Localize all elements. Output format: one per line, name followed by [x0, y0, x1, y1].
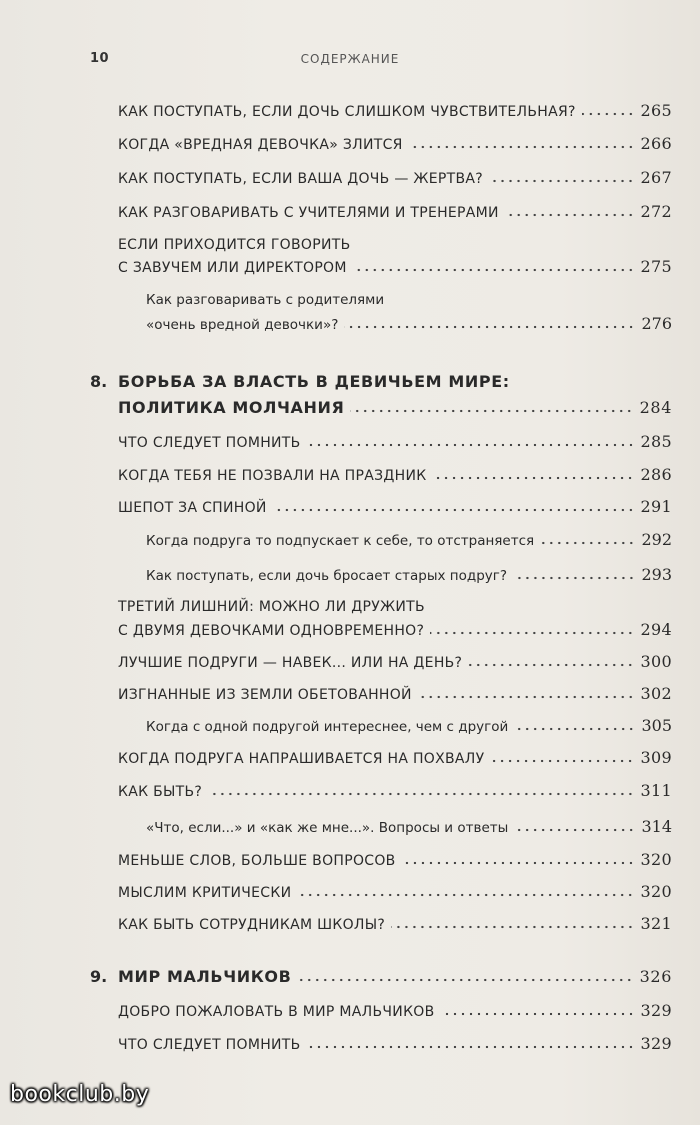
toc-chapter: [118, 967, 672, 986]
dot-leader: [307, 443, 635, 447]
toc-entry-title: ИЗГНАННЫЕ ИЗ ЗЕМЛИ ОБЕТОВАННОЙ: [118, 687, 412, 703]
chapter-number: 8.: [90, 372, 108, 391]
toc-entry: [118, 202, 672, 221]
toc-entry: [118, 914, 672, 933]
dot-leader: [391, 925, 634, 929]
dot-leader: [208, 792, 634, 796]
page-number: 10: [90, 51, 110, 66]
dot-leader: [350, 409, 633, 413]
toc-entry-title: С ДВУМЯ ДЕВОЧКАМИ ОДНОВРЕМЕННО?: [118, 623, 425, 639]
toc-entry: [146, 565, 672, 584]
toc-entry: [118, 257, 672, 276]
toc-entry-page: 266: [640, 134, 672, 153]
toc-entry-title: «очень вредной девочки»?: [146, 317, 339, 333]
toc-entry-title: ПОЛИТИКА МОЛЧАНИЯ: [118, 398, 345, 417]
toc-entry-title: КОГДА ПОДРУГА НАПРАШИВАЕТСЯ НА ПОХВАЛУ: [118, 751, 485, 767]
toc-entry-title: Когда с одной подругой интереснее, чем с другой: [146, 719, 509, 735]
toc-entry: [146, 530, 672, 549]
toc-entry-page: 302: [640, 684, 672, 703]
chapter-title-line1: БОРЬБА ЗА ВЛАСТЬ В ДЕВИЧЬЕМ МИРЕ:: [118, 372, 510, 391]
dot-leader: [505, 213, 635, 217]
toc-entry-title: ЛУЧШИЕ ПОДРУГИ — НАВЕК... ИЛИ НА ДЕНЬ?: [118, 655, 463, 671]
dot-leader: [468, 663, 634, 667]
toc-entry-page: 329: [640, 1034, 672, 1053]
toc-entry-title: ЧТО СЛЕДУЕТ ПОМНИТЬ: [118, 1037, 301, 1053]
toc-chapter: [118, 398, 672, 417]
toc-entry-page: 291: [640, 497, 672, 516]
toc-entry: [118, 497, 672, 516]
toc-entry: [118, 1001, 672, 1020]
toc-entry-page: 276: [641, 314, 672, 333]
toc-entry-title: ДОБРО ПОЖАЛОВАТЬ В МИР МАЛЬЧИКОВ: [118, 1004, 435, 1020]
toc-entry: [118, 850, 672, 869]
toc-entry: [146, 314, 672, 333]
toc-entry: [118, 781, 672, 800]
toc-entry-title-line1: ТРЕТИЙ ЛИШНИЙ: МОЖНО ЛИ ДРУЖИТЬ: [118, 599, 425, 615]
toc-entry: [118, 168, 672, 187]
toc-entry-title: КАК БЫТЬ?: [118, 784, 203, 800]
toc-entry-page: 272: [640, 202, 672, 221]
dot-leader: [409, 145, 635, 149]
toc-entry-title: МЫСЛИМ КРИТИЧЕСКИ: [118, 885, 292, 901]
toc-entry: [118, 134, 672, 153]
chapter-number: 9.: [90, 967, 108, 986]
toc-entry: [118, 465, 672, 484]
dot-leader: [513, 576, 635, 580]
toc-entry-title-line1: Как разговаривать с родителями: [146, 292, 385, 308]
dot-leader: [441, 1012, 635, 1016]
toc-entry-page: 284: [639, 398, 672, 417]
toc-entry-title: КАК БЫТЬ СОТРУДНИКАМ ШКОЛЫ?: [118, 917, 386, 933]
watermark: bookclub.by: [10, 1082, 150, 1107]
toc-entry-page: 293: [641, 565, 672, 584]
dot-leader: [273, 508, 635, 512]
toc-entry-page: 300: [640, 652, 672, 671]
toc-entry-page: 321: [640, 914, 672, 933]
toc-entry-page: 294: [640, 620, 672, 639]
dot-leader: [297, 978, 633, 982]
toc-entry: [118, 620, 672, 639]
dot-leader: [582, 112, 635, 116]
toc-entry: [118, 652, 672, 671]
toc-entry-page: 314: [641, 817, 672, 836]
dot-leader: [490, 759, 634, 763]
toc-entry-title: С ЗАВУЧЕМ ИЛИ ДИРЕКТОРОМ: [118, 260, 347, 276]
toc-entry-page: 311: [640, 781, 672, 800]
toc-entry-page: 326: [639, 967, 672, 986]
toc-entry-title: МЕНЬШЕ СЛОВ, БОЛЬШЕ ВОПРОСОВ: [118, 853, 396, 869]
toc-entry-page: 320: [640, 850, 672, 869]
dot-leader: [514, 828, 635, 832]
dot-leader: [489, 179, 635, 183]
toc-entry-page: 292: [641, 530, 672, 549]
toc-entry: [146, 716, 672, 735]
dot-leader: [297, 893, 634, 897]
dot-leader: [514, 727, 635, 731]
toc-entry-page: 320: [640, 882, 672, 901]
toc-entry-title-line1: ЕСЛИ ПРИХОДИТСЯ ГОВОРИТЬ: [118, 237, 351, 253]
toc-entry-title: КОГДА «ВРЕДНАЯ ДЕВОЧКА» ЗЛИТСЯ: [118, 137, 403, 153]
toc-entry-page: 329: [640, 1001, 672, 1020]
toc-entry-page: 275: [640, 257, 672, 276]
toc-entry-title: КАК ПОСТУПАТЬ, ЕСЛИ ДОЧЬ СЛИШКОМ ЧУВСТВИТЕЛЬНАЯ?: [118, 104, 576, 120]
toc-entry: [118, 432, 672, 451]
toc-entry-title: КОГДА ТЕБЯ НЕ ПОЗВАЛИ НА ПРАЗДНИК: [118, 468, 427, 484]
toc-entry-title: Как поступать, если дочь бросает старых подруг?: [146, 568, 508, 584]
toc-entry-page: 265: [640, 101, 672, 120]
dot-leader: [430, 631, 634, 635]
toc-entry-title: КАК РАЗГОВАРИВАТЬ С УЧИТЕЛЯМИ И ТРЕНЕРАМИ: [118, 205, 499, 221]
toc-entry-page: 286: [640, 465, 672, 484]
toc-entry: [146, 817, 672, 836]
toc-entry-page: 285: [640, 432, 672, 451]
dot-leader: [344, 325, 635, 329]
toc-entry-title: ЧТО СЛЕДУЕТ ПОМНИТЬ: [118, 435, 301, 451]
toc-entry: [118, 101, 672, 120]
dot-leader: [353, 268, 635, 272]
toc-entry-title: «Что, если...» и «как же мне...». Вопросы и ответы: [146, 820, 509, 836]
toc-entry: [118, 684, 672, 703]
toc-entry-page: 309: [640, 748, 672, 767]
toc-entry-page: 267: [640, 168, 672, 187]
toc-entry: [118, 748, 672, 767]
toc-entry-title: Когда подруга то подпускает к себе, то отстраняется: [146, 533, 535, 549]
dot-leader: [432, 476, 634, 480]
dot-leader: [307, 1045, 635, 1049]
toc-entry-title: ШЕПОТ ЗА СПИНОЙ: [118, 500, 267, 516]
dot-leader: [402, 861, 635, 865]
toc-entry: [118, 1034, 672, 1053]
dot-leader: [418, 695, 635, 699]
toc-entry: [118, 882, 672, 901]
toc-entry-page: 305: [641, 716, 672, 735]
toc-entry-title: КАК ПОСТУПАТЬ, ЕСЛИ ВАША ДОЧЬ — ЖЕРТВА?: [118, 171, 484, 187]
dot-leader: [540, 541, 635, 545]
running-head: СОДЕРЖАНИЕ: [300, 52, 400, 66]
toc-entry-title: МИР МАЛЬЧИКОВ: [118, 967, 292, 986]
